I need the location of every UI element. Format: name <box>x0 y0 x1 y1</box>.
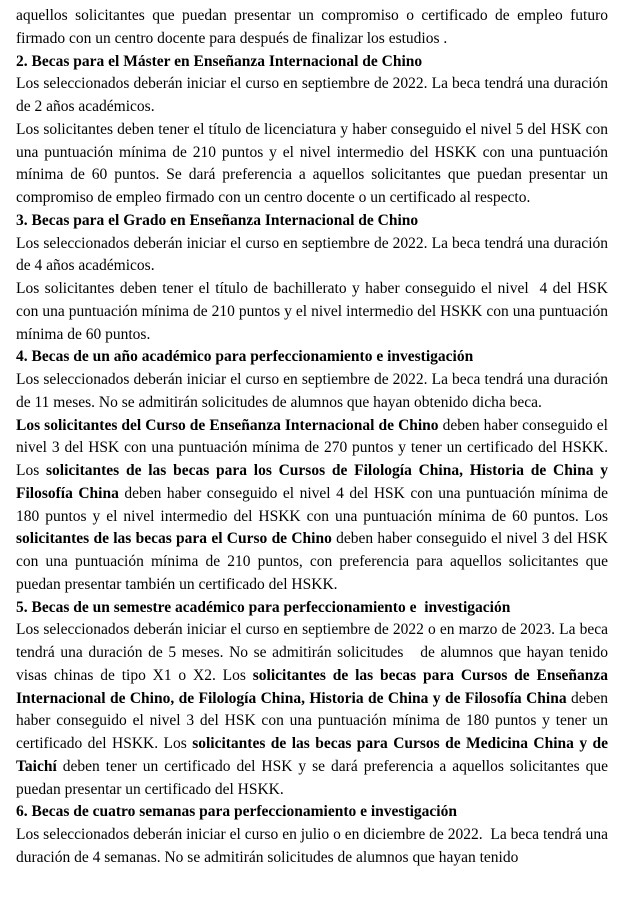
text-run: Los solicitantes deben tener el título de bachillerato y haber conseguido el nivel 4 del HSK con una puntuación mínima de 210 puntos y el nivel intermedio del HSKK con una puntuación mínima de 60 puntos. <box>16 280 612 343</box>
document-paragraph <box>16 233 612 279</box>
bold-text-run: 2. Becas para el Máster en Enseñanza Internacional de Chino <box>16 52 423 70</box>
text-run: Los seleccionados deberán iniciar el curso en septiembre de 2022. La beca tendrá una duración de 11 meses. No se admitirán solicitudes de alumnos que hayan obtenido dicha beca. <box>16 371 612 411</box>
text-run: Los seleccionados deberán iniciar el curso en septiembre de 2022 o en marzo de 2023. La beca tendrá una duración de 5 meses. No se admitirán solicitudes de alumnos que hayan tenido visas chinas de tipo X1 o X2. Los <box>16 621 612 684</box>
text-run: Los seleccionados deberán iniciar el curso en septiembre de 2022. La beca tendrá una duración de 4 años académicos. <box>16 234 612 275</box>
text-run: deben haber conseguido el nivel 3 del HSK con una puntuación mínima de 270 puntos y tener un certificado del HSKK. Los <box>16 416 612 479</box>
bold-text-run: 3. Becas para el Grado en Enseñanza Internacional de Chino <box>16 211 419 229</box>
bold-text-run: 6. Becas de cuatro semanas para perfeccionamiento e investigación <box>16 803 457 821</box>
bold-text-run: 4. Becas de un año académico para perfeccionamiento e investigación <box>16 348 474 366</box>
text-run: deben haber conseguido el nivel 3 del HSK con una puntuación mínima de 210 puntos, con preferencia para aquellos solicitantes que puedan presentar también un certificado del HSKK. <box>16 530 612 593</box>
section-heading <box>16 51 608 74</box>
section-heading <box>16 801 608 824</box>
section-heading <box>16 597 608 620</box>
text-run: deben haber conseguido el nivel 4 del HSK con una puntuación mínima de 180 puntos y el nivel intermedio del HSKK con una puntuación mínima de 60 puntos. Los <box>16 484 612 525</box>
text-run: Los seleccionados deberán iniciar el curso en julio o en diciembre de 2022. La beca tendrá una duración de 4 semanas. No se admitirán solicitudes de alumnos que hayan tenido <box>16 826 612 866</box>
bold-text-run: 5. Becas de un semestre académico para perfeccionamiento e investigación <box>16 598 511 616</box>
section-heading <box>16 346 608 369</box>
document-paragraph <box>16 119 612 210</box>
document-body <box>16 5 612 870</box>
section-heading <box>16 210 608 233</box>
document-paragraph <box>16 278 612 346</box>
text-run: Los solicitantes deben tener el título de licenciatura y haber conseguido el nivel 5 del HSK con una puntuación mínima de 210 puntos y el nivel intermedio del HSKK con una puntuación mínima de 60 puntos. Se dará preferencia a aquellos solicitantes que puedan presentar un compromiso de empleo firmado con un centro docente o un certificado al respecto. <box>16 120 612 206</box>
text-run: deben haber conseguido el nivel 3 del HSK con una puntuación mínima de 180 puntos y tener un certificado del HSKK. Los <box>16 689 612 752</box>
text-run: deben tener un certificado del HSK y se dará preferencia a aquellos solicitantes que puedan presentar un certificado del HSKK. <box>16 757 612 798</box>
bold-text-run: solicitantes de las becas para Cursos de Medicina China y de Taichí <box>16 735 612 775</box>
text-run: Los seleccionados deberán iniciar el curso en septiembre de 2022. La beca tendrá una duración de 2 años académicos. <box>16 75 612 115</box>
document-paragraph <box>16 73 612 119</box>
document-paragraph <box>16 824 612 870</box>
bold-text-run: solicitantes de las becas para Cursos de Enseñanza Internacional de Chino, de Filología China, Historia de China y de Filosofía China <box>16 666 612 707</box>
bold-text-run: solicitantes de las becas para los Cursos de Filología China, Historia de China y Filosofía China <box>16 462 612 502</box>
text-run: aquellos solicitantes que puedan presentar un compromiso o certificado de empleo futuro firmado con un centro docente para después de finalizar los estudios . <box>16 7 612 47</box>
document-paragraph <box>16 5 612 51</box>
bold-text-run: Los solicitantes del Curso de Enseñanza Internacional de Chino <box>16 416 439 434</box>
document-paragraph <box>16 369 612 415</box>
document-paragraph <box>16 415 612 597</box>
bold-text-run: solicitantes de las becas para el Curso de Chino <box>16 530 332 548</box>
document-paragraph <box>16 619 612 801</box>
